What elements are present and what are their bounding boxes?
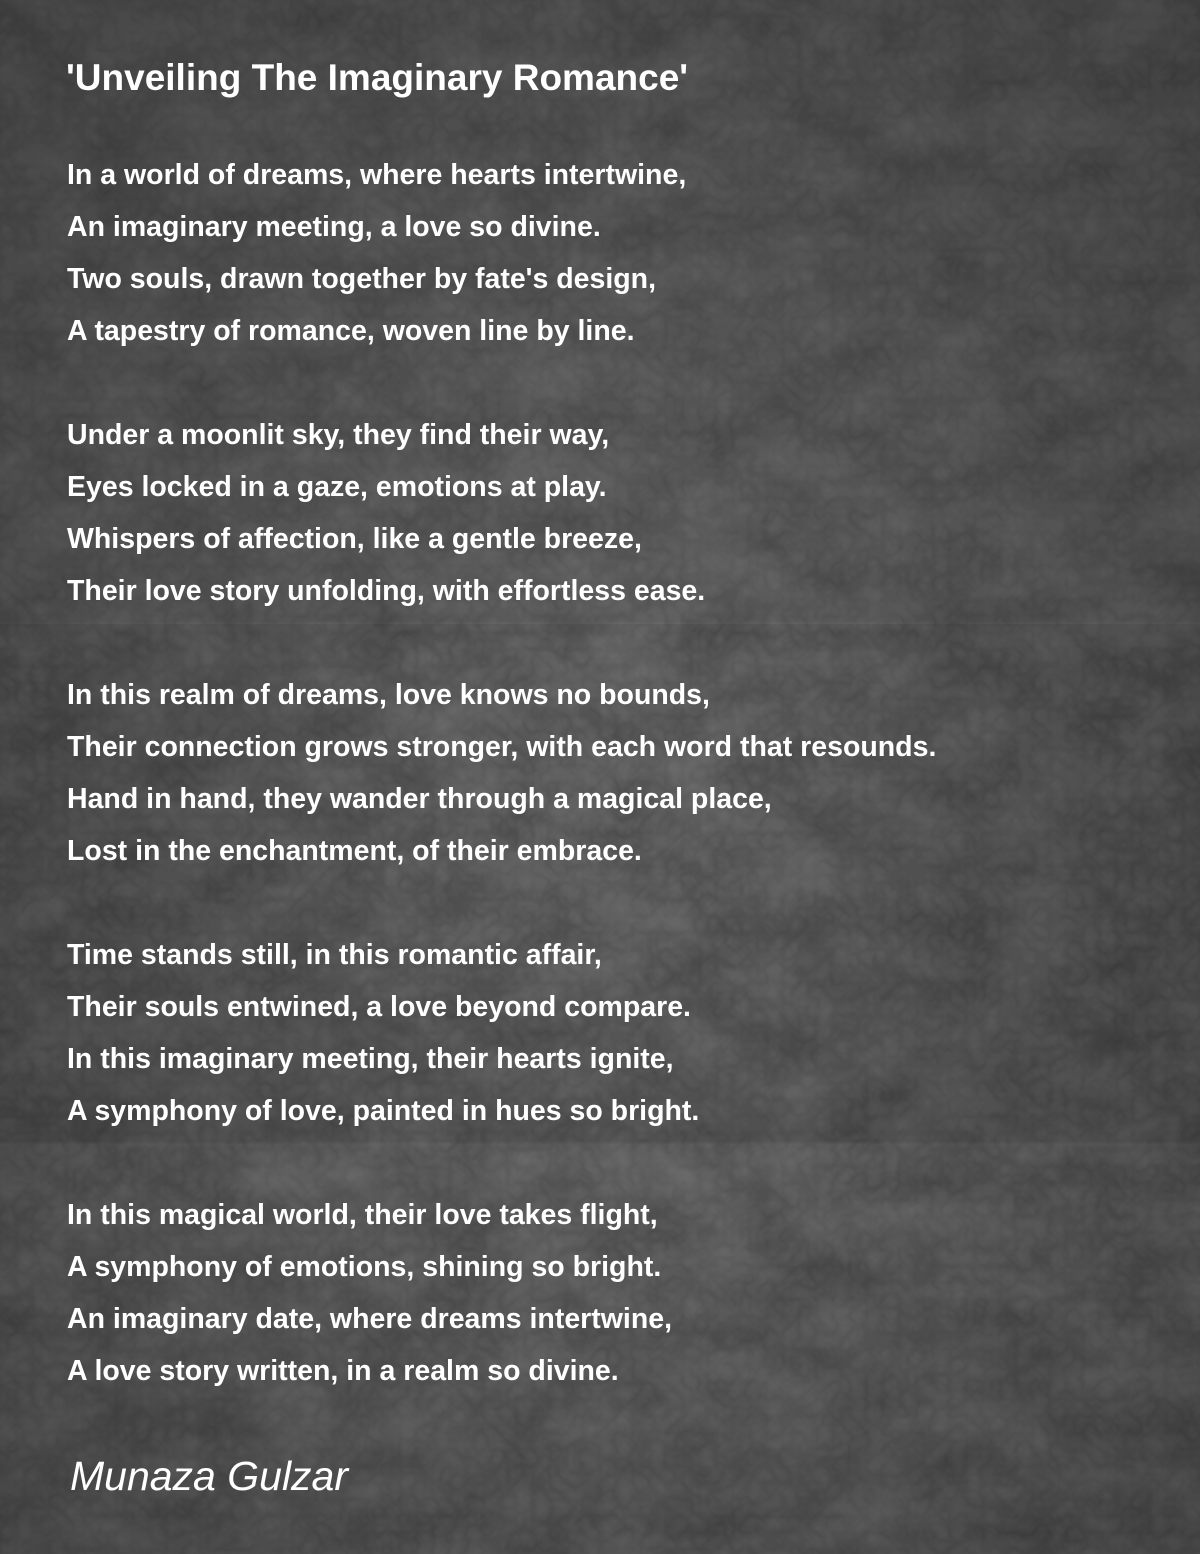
poem-line: Lost in the enchantment, of their embrace.	[67, 835, 642, 867]
poem-line: Under a moonlit sky, they find their way,	[67, 419, 610, 451]
stanza-4	[67, 929, 699, 1137]
poem-line: A love story written, in a realm so divine.	[67, 1355, 619, 1387]
poem-line: Whispers of affection, like a gentle breeze,	[67, 523, 642, 555]
poem-author: Munaza Gulzar	[70, 1453, 349, 1499]
poem-line: An imaginary date, where dreams intertwine,	[67, 1303, 673, 1335]
poem-line: Eyes locked in a gaze, emotions at play.	[67, 471, 607, 503]
poem-title: 'Unveiling The Imaginary Romance'	[66, 57, 689, 98]
stanza-1	[67, 149, 686, 357]
poem-line: An imaginary meeting, a love so divine.	[67, 211, 601, 243]
poem-line: Time stands still, in this romantic affair,	[67, 939, 602, 971]
stanza-2	[67, 409, 705, 617]
poem-line: Their love story unfolding, with effortless ease.	[67, 575, 706, 607]
poem-line: In this realm of dreams, love knows no bounds,	[67, 679, 710, 711]
poem-line: Their souls entwined, a love beyond compare.	[67, 991, 691, 1023]
poem-line: Two souls, drawn together by fate's design,	[67, 263, 656, 295]
poem-line: In this imaginary meeting, their hearts ignite,	[67, 1043, 674, 1075]
stanza-3	[67, 669, 936, 877]
poem-line: A symphony of emotions, shining so bright.	[67, 1251, 662, 1283]
poem-line: Their connection grows stronger, with each word that resounds.	[67, 731, 937, 763]
poem-line: Hand in hand, they wander through a magical place,	[67, 783, 772, 815]
poem-line: A tapestry of romance, woven line by line.	[67, 315, 635, 347]
poem-line: A symphony of love, painted in hues so bright.	[67, 1095, 700, 1127]
poem-line: In this magical world, their love takes flight,	[67, 1199, 658, 1231]
poem-line: In a world of dreams, where hearts intertwine,	[67, 159, 687, 191]
stanza-5	[67, 1189, 672, 1397]
